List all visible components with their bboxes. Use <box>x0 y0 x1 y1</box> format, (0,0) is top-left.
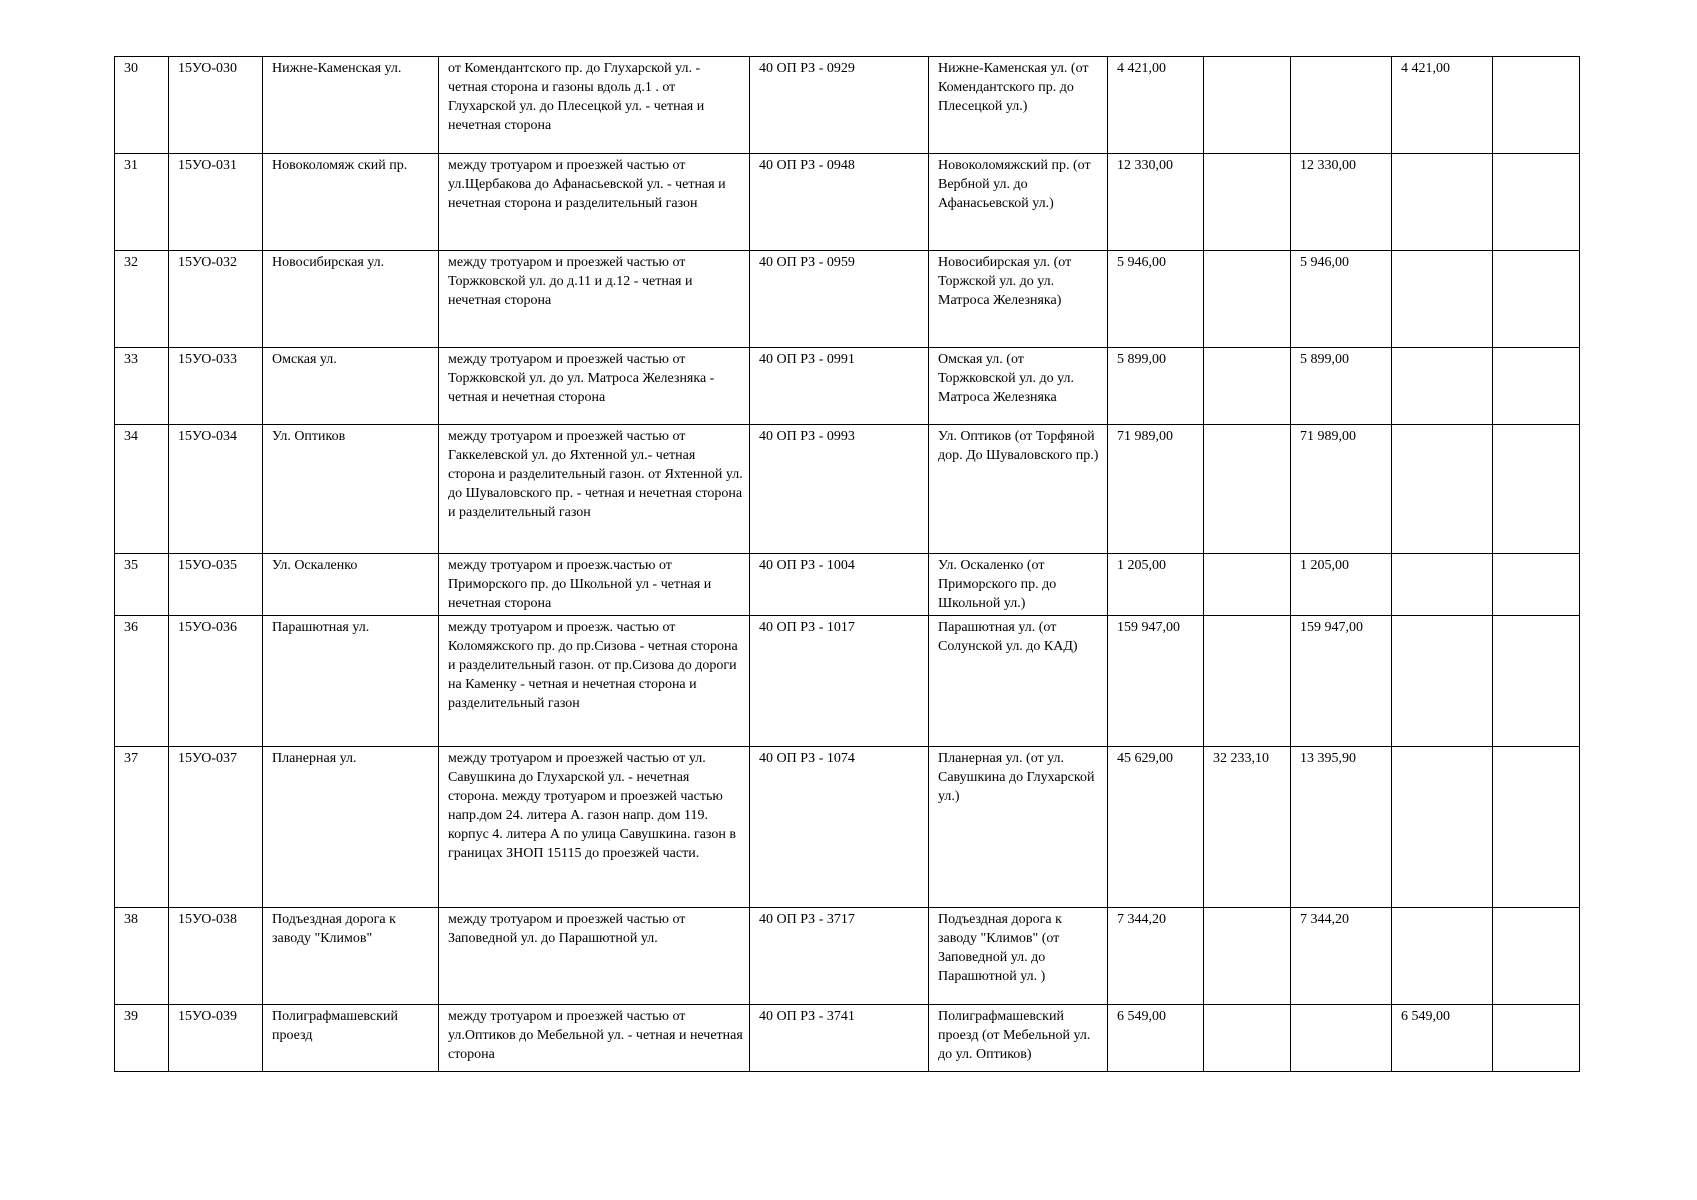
cell-area-col-8 <box>1204 616 1291 747</box>
cell-area-col-8 <box>1204 251 1291 348</box>
table-row <box>115 425 1580 554</box>
cell-object-code: 15УО-039 <box>169 1005 263 1072</box>
table-row <box>115 747 1580 908</box>
cell-area-col-11 <box>1493 348 1580 425</box>
cell-row-number: 31 <box>115 154 169 251</box>
cell-area-col-11 <box>1493 554 1580 616</box>
cell-area-col-9: 13 395,90 <box>1291 747 1392 908</box>
cell-row-number: 34 <box>115 425 169 554</box>
cell-zone-description: между тротуаром и проезж.частью от Приморского пр. до Школьной ул - четная и нечетная сторона <box>439 554 750 616</box>
cell-street-name: Новосибирская ул. <box>263 251 439 348</box>
cell-area-col-9 <box>1291 57 1392 154</box>
cell-registry-number: 40 ОП РЗ - 3741 <box>750 1005 929 1072</box>
cell-area-col-9: 1 205,00 <box>1291 554 1392 616</box>
cell-street-name: Нижне-Каменская ул. <box>263 57 439 154</box>
cell-registry-number: 40 ОП РЗ - 0993 <box>750 425 929 554</box>
cell-area-col-11 <box>1493 154 1580 251</box>
cell-total-area: 6 549,00 <box>1108 1005 1204 1072</box>
cell-area-col-9: 159 947,00 <box>1291 616 1392 747</box>
cell-area-col-9: 7 344,20 <box>1291 908 1392 1005</box>
cell-registry-number: 40 ОП РЗ - 0991 <box>750 348 929 425</box>
cell-area-col-10 <box>1392 154 1493 251</box>
cell-road-section: Ул. Оптиков (от Торфяной дор. До Шуваловского пр.) <box>929 425 1108 554</box>
cell-registry-number: 40 ОП РЗ - 1004 <box>750 554 929 616</box>
cell-area-col-9: 12 330,00 <box>1291 154 1392 251</box>
table-row <box>115 616 1580 747</box>
cell-street-name: Новоколомяж ский пр. <box>263 154 439 251</box>
table-row <box>115 1005 1580 1072</box>
cell-area-col-10 <box>1392 348 1493 425</box>
cell-object-code: 15УО-035 <box>169 554 263 616</box>
cell-total-area: 5 899,00 <box>1108 348 1204 425</box>
cell-area-col-8 <box>1204 908 1291 1005</box>
cell-row-number: 33 <box>115 348 169 425</box>
cell-row-number: 37 <box>115 747 169 908</box>
cell-registry-number: 40 ОП РЗ - 3717 <box>750 908 929 1005</box>
cell-area-col-10 <box>1392 747 1493 908</box>
cell-row-number: 39 <box>115 1005 169 1072</box>
cell-road-section: Планерная ул. (от ул. Савушкина до Глухарской ул.) <box>929 747 1108 908</box>
cell-zone-description: между тротуаром и проезжей частью от ул.Оптиков до Мебельной ул. - четная и нечетная сторона <box>439 1005 750 1072</box>
cell-area-col-8 <box>1204 154 1291 251</box>
cell-total-area: 45 629,00 <box>1108 747 1204 908</box>
cell-object-code: 15УО-036 <box>169 616 263 747</box>
cell-street-name: Парашютная ул. <box>263 616 439 747</box>
cell-zone-description: между тротуаром и проезж. частью от Коломяжского пр. до пр.Сизова - четная сторона и разделительный газон. от пр.Сизова до дороги на Каменку - четная и нечетная сторона и разделительный газон <box>439 616 750 747</box>
cell-zone-description: от Комендантского пр. до Глухарской ул. - четная сторона и газоны вдоль д.1 . от Глухарской ул. до Плесецкой ул. - четная и нечетная сторона <box>439 57 750 154</box>
cell-area-col-11 <box>1493 1005 1580 1072</box>
cell-road-section: Новосибирская ул. (от Торжской ул. до ул. Матроса Железняка) <box>929 251 1108 348</box>
green-zones-table <box>114 56 1580 1072</box>
cell-total-area: 5 946,00 <box>1108 251 1204 348</box>
cell-object-code: 15УО-030 <box>169 57 263 154</box>
cell-area-col-10 <box>1392 616 1493 747</box>
cell-road-section: Омская ул. (от Торжковской ул. до ул. Матроса Железняка <box>929 348 1108 425</box>
cell-registry-number: 40 ОП РЗ - 0948 <box>750 154 929 251</box>
cell-registry-number: 40 ОП РЗ - 1074 <box>750 747 929 908</box>
cell-street-name: Полиграфмашевский проезд <box>263 1005 439 1072</box>
cell-area-col-9: 5 946,00 <box>1291 251 1392 348</box>
table-row <box>115 348 1580 425</box>
cell-zone-description: между тротуаром и проезжей частью от Торжковской ул. до ул. Матроса Железняка - четная и нечетная сторона <box>439 348 750 425</box>
cell-row-number: 35 <box>115 554 169 616</box>
cell-road-section: Подъездная дорога к заводу "Климов" (от Заповедной ул. до Парашютной ул. ) <box>929 908 1108 1005</box>
cell-row-number: 32 <box>115 251 169 348</box>
cell-registry-number: 40 ОП РЗ - 0929 <box>750 57 929 154</box>
cell-zone-description: между тротуаром и проезжей частью от Торжковской ул. до д.11 и д.12 - четная и нечетная сторона <box>439 251 750 348</box>
cell-row-number: 30 <box>115 57 169 154</box>
cell-total-area: 7 344,20 <box>1108 908 1204 1005</box>
cell-object-code: 15УО-037 <box>169 747 263 908</box>
table-row <box>115 251 1580 348</box>
cell-road-section: Новоколомяжский пр. (от Вербной ул. до Афанасьевской ул.) <box>929 154 1108 251</box>
cell-area-col-8 <box>1204 554 1291 616</box>
cell-row-number: 36 <box>115 616 169 747</box>
cell-area-col-10 <box>1392 908 1493 1005</box>
cell-area-col-8: 32 233,10 <box>1204 747 1291 908</box>
cell-street-name: Ул. Оскаленко <box>263 554 439 616</box>
cell-total-area: 1 205,00 <box>1108 554 1204 616</box>
cell-total-area: 4 421,00 <box>1108 57 1204 154</box>
table-row <box>115 154 1580 251</box>
cell-street-name: Планерная ул. <box>263 747 439 908</box>
cell-area-col-8 <box>1204 348 1291 425</box>
cell-area-col-8 <box>1204 425 1291 554</box>
cell-area-col-11 <box>1493 747 1580 908</box>
cell-area-col-9: 5 899,00 <box>1291 348 1392 425</box>
cell-area-col-8 <box>1204 57 1291 154</box>
cell-total-area: 159 947,00 <box>1108 616 1204 747</box>
cell-road-section: Нижне-Каменская ул. (от Комендантского пр. до Плесецкой ул.) <box>929 57 1108 154</box>
cell-object-code: 15УО-032 <box>169 251 263 348</box>
cell-area-col-10: 6 549,00 <box>1392 1005 1493 1072</box>
cell-zone-description: между тротуаром и проезжей частью от Заповедной ул. до Парашютной ул. <box>439 908 750 1005</box>
table-row <box>115 908 1580 1005</box>
table-row <box>115 57 1580 154</box>
cell-area-col-11 <box>1493 616 1580 747</box>
cell-area-col-10 <box>1392 425 1493 554</box>
cell-street-name: Подъездная дорога к заводу "Климов" <box>263 908 439 1005</box>
cell-area-col-10: 4 421,00 <box>1392 57 1493 154</box>
cell-total-area: 71 989,00 <box>1108 425 1204 554</box>
cell-object-code: 15УО-033 <box>169 348 263 425</box>
cell-road-section: Ул. Оскаленко (от Приморского пр. до Школьной ул.) <box>929 554 1108 616</box>
cell-object-code: 15УО-034 <box>169 425 263 554</box>
table-body <box>115 57 1580 1072</box>
cell-object-code: 15УО-031 <box>169 154 263 251</box>
cell-road-section: Полиграфмашевский проезд (от Мебельной ул. до ул. Оптиков) <box>929 1005 1108 1072</box>
cell-area-col-10 <box>1392 251 1493 348</box>
cell-registry-number: 40 ОП РЗ - 1017 <box>750 616 929 747</box>
cell-area-col-11 <box>1493 251 1580 348</box>
cell-area-col-10 <box>1392 554 1493 616</box>
cell-area-col-9 <box>1291 1005 1392 1072</box>
cell-total-area: 12 330,00 <box>1108 154 1204 251</box>
cell-street-name: Ул. Оптиков <box>263 425 439 554</box>
cell-area-col-9: 71 989,00 <box>1291 425 1392 554</box>
cell-zone-description: между тротуаром и проезжей частью от ул.Щербакова до Афанасьевской ул. - четная и нечетная сторона и разделительный газон <box>439 154 750 251</box>
table-row <box>115 554 1580 616</box>
cell-area-col-11 <box>1493 425 1580 554</box>
cell-zone-description: между тротуаром и проезжей частью от ул. Савушкина до Глухарской ул. - нечетная сторона. между тротуаром и проезжей частью напр.дом 24. литера А. газон напр. дом 119. корпус 4. литера А по улица Савушкина. газон в границах ЗНОП 15115 до проезжей части. <box>439 747 750 908</box>
cell-street-name: Омская ул. <box>263 348 439 425</box>
cell-area-col-11 <box>1493 908 1580 1005</box>
cell-area-col-11 <box>1493 57 1580 154</box>
cell-area-col-8 <box>1204 1005 1291 1072</box>
cell-row-number: 38 <box>115 908 169 1005</box>
cell-road-section: Парашютная ул. (от Солунской ул. до КАД) <box>929 616 1108 747</box>
cell-object-code: 15УО-038 <box>169 908 263 1005</box>
cell-zone-description: между тротуаром и проезжей частью от Гаккелевской ул. до Яхтенной ул.- четная сторона и разделительный газон. от Яхтенной ул. до Шуваловского пр. - четная и нечетная сторона и разделительный газон <box>439 425 750 554</box>
cell-registry-number: 40 ОП РЗ - 0959 <box>750 251 929 348</box>
